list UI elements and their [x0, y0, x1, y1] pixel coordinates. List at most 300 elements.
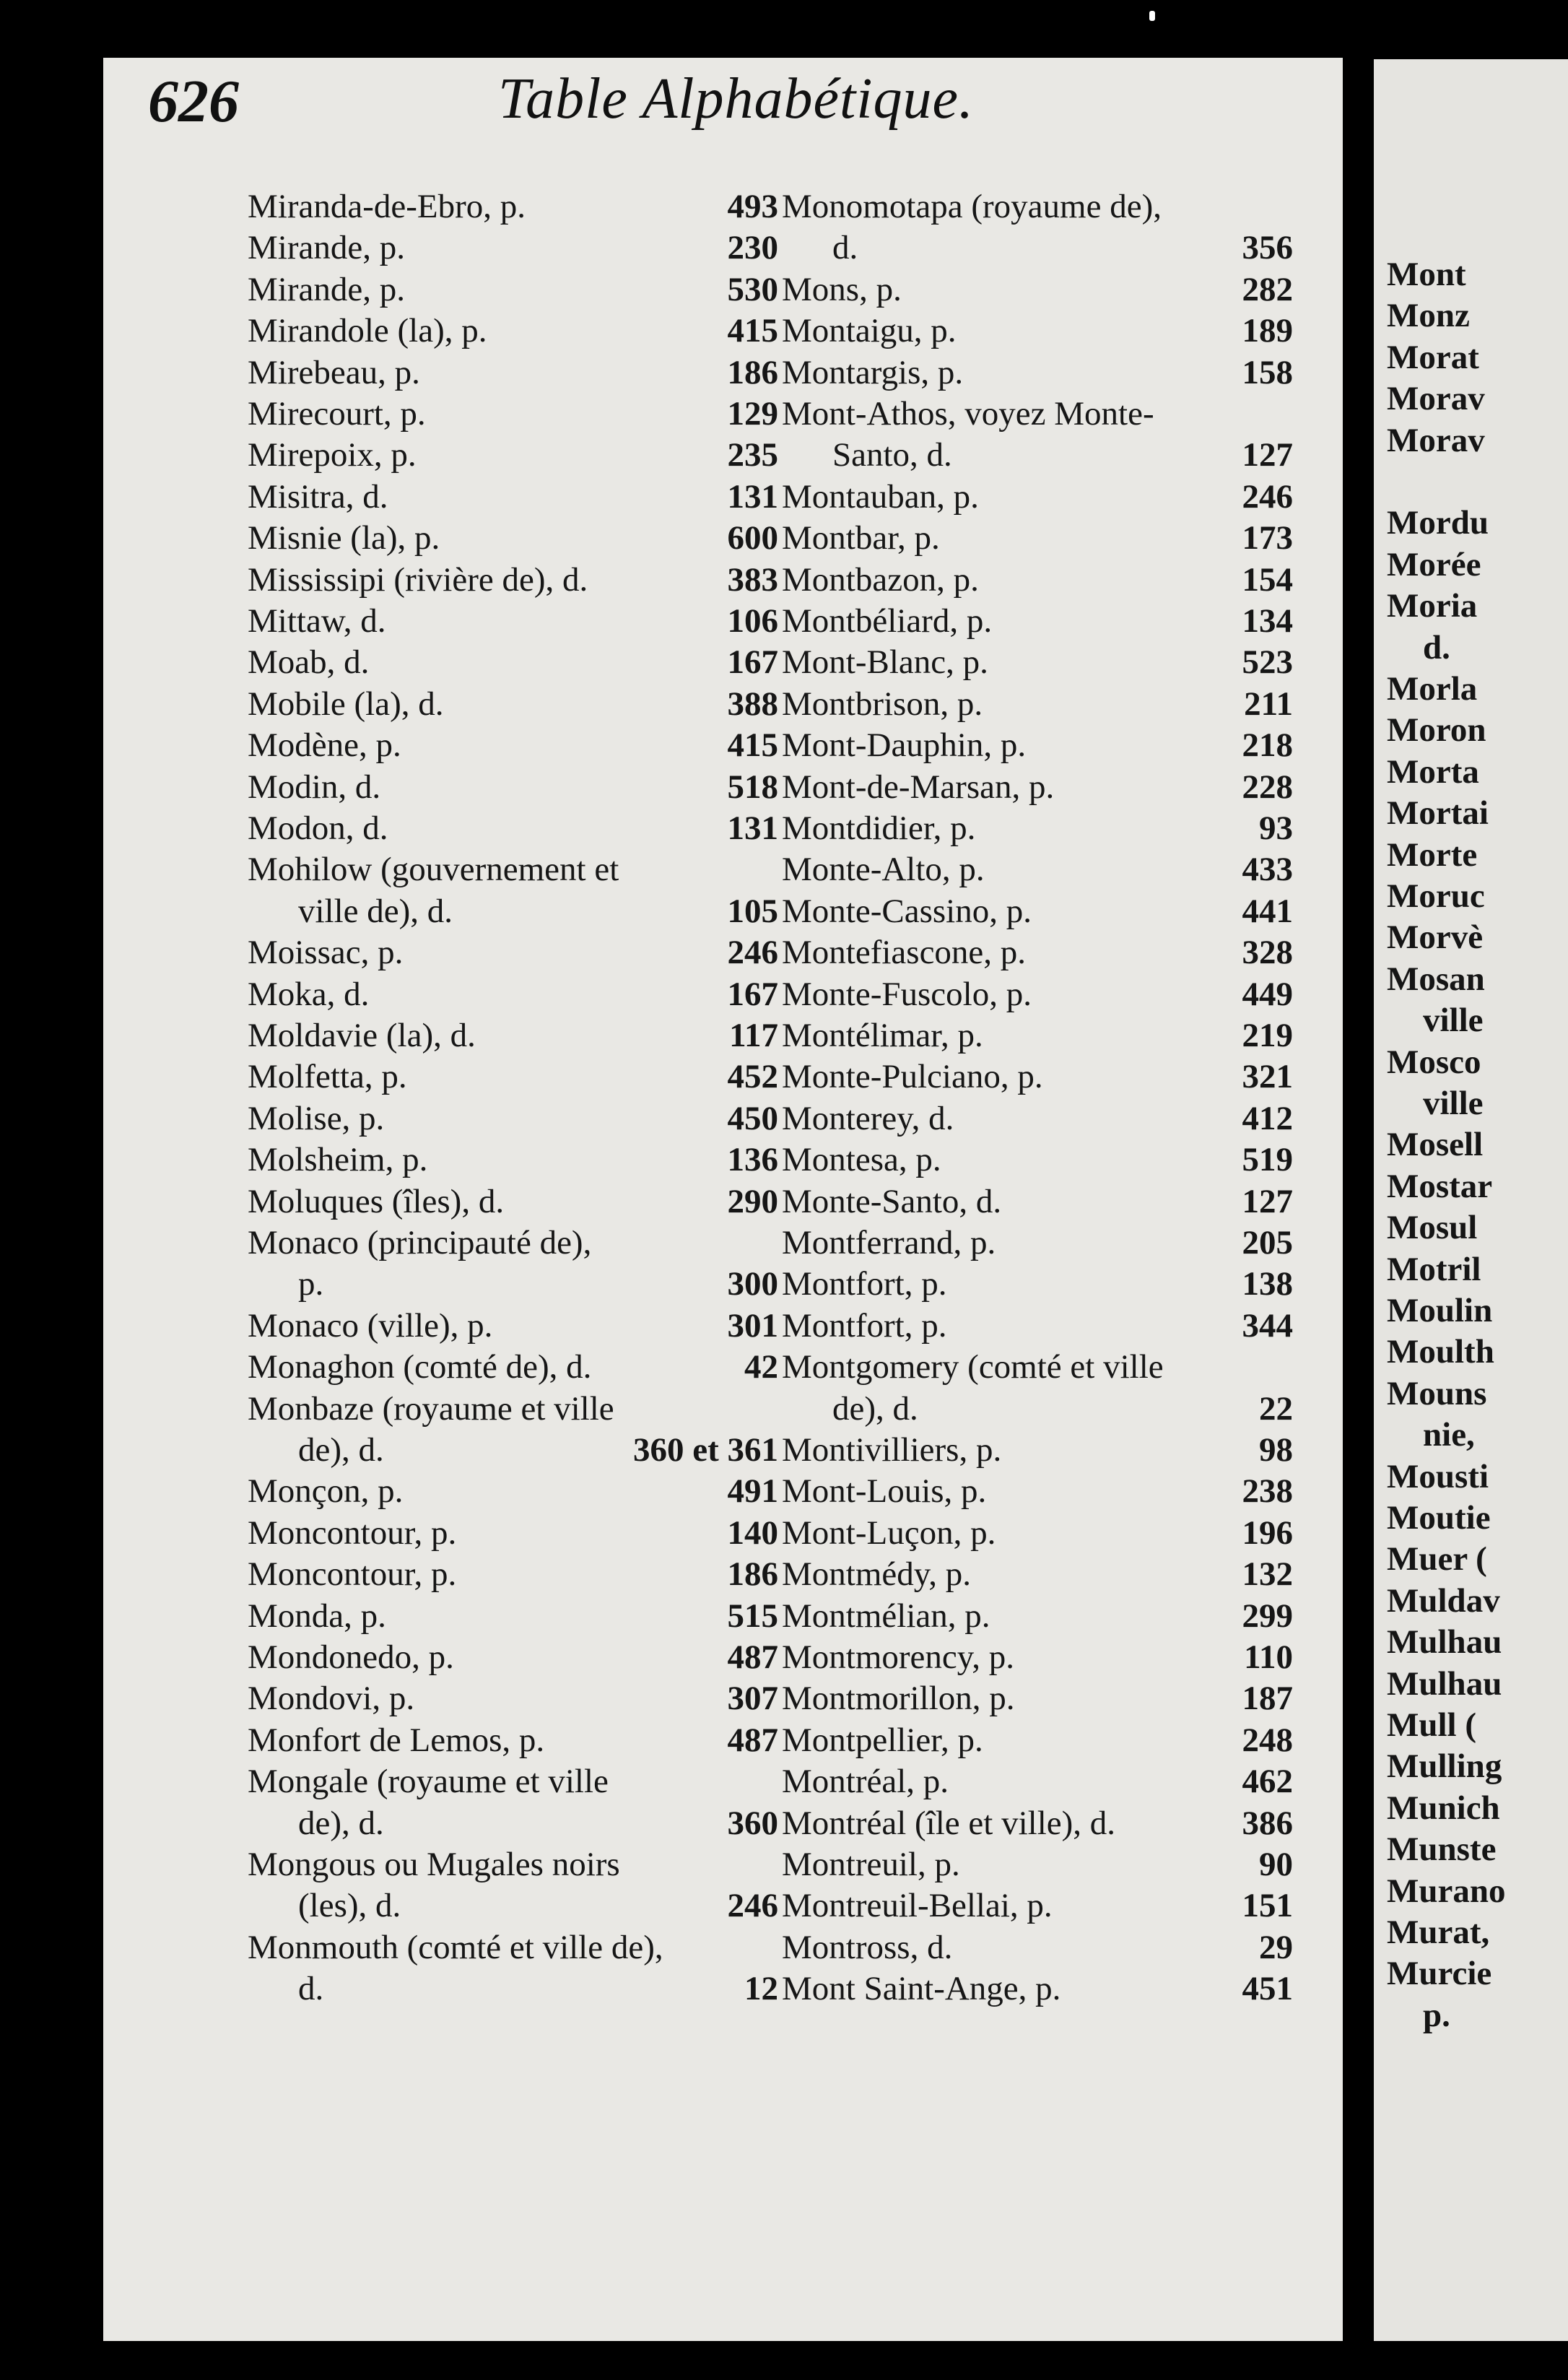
- index-entry: [248, 1347, 778, 1388]
- page-gutter: [1343, 58, 1374, 2341]
- next-page-entry: Mulling: [1387, 1747, 1502, 1786]
- index-entry: [782, 974, 1293, 1015]
- entry-page-number: 530: [727, 270, 778, 308]
- entry-name: Montivilliers, p.: [782, 1431, 1002, 1469]
- next-page-entry: Morat: [1387, 338, 1479, 376]
- entry-name: Monte-Pulciano, p.: [782, 1058, 1043, 1096]
- entry-name: Montfort, p.: [782, 1306, 947, 1345]
- index-entry: [248, 394, 778, 435]
- entry-name: Mohilow (gouvernement et: [248, 851, 619, 889]
- entry-page-number: 344: [1242, 1306, 1293, 1345]
- index-entry: [782, 808, 1293, 849]
- next-page-edge: [1374, 59, 1568, 2341]
- entry-name: Moldavie (la), d.: [248, 1017, 476, 1054]
- next-page-entry: Munich: [1387, 1789, 1500, 1827]
- index-entry: [782, 1347, 1293, 1388]
- entry-name: Modène, p.: [248, 726, 401, 765]
- index-entry: [782, 1554, 1293, 1595]
- entry-page-number: 415: [727, 726, 778, 765]
- entry-name: Monte-Cassino, p.: [782, 892, 1032, 930]
- entry-name: Montfort, p.: [782, 1265, 947, 1303]
- index-entry: [248, 227, 778, 269]
- entry-name: Mittaw, d.: [248, 602, 386, 640]
- index-entry: [248, 1720, 778, 1761]
- index-entry: [782, 435, 1293, 476]
- entry-name: Molise, p.: [248, 1099, 385, 1137]
- index-entry: [782, 725, 1293, 766]
- entry-name: Montpellier, p.: [782, 1721, 983, 1759]
- entry-name: d.: [298, 1970, 324, 2008]
- entry-page-number: 433: [1242, 851, 1293, 889]
- next-page-entry: Motril: [1387, 1250, 1481, 1288]
- entry-name: Modin, d.: [248, 768, 381, 806]
- entry-name: Mont-Athos, voyez Monte-: [782, 395, 1154, 433]
- index-entry: [248, 1015, 778, 1056]
- index-entry: [782, 1056, 1293, 1098]
- entry-name: Monaco (ville), p.: [248, 1306, 493, 1345]
- entry-name: Monte-Fuscolo, p.: [782, 975, 1032, 1013]
- index-entry: [782, 310, 1293, 352]
- entry-name: Montargis, p.: [782, 353, 964, 391]
- index-entry: [248, 186, 778, 227]
- index-entry: [782, 1803, 1293, 1844]
- index-entry: [782, 352, 1293, 394]
- index-entry: [782, 477, 1293, 518]
- entry-name: Monte-Alto, p.: [782, 851, 985, 889]
- entry-page-number: 491: [727, 1472, 778, 1511]
- next-page-entry: Mulhau: [1387, 1664, 1502, 1703]
- next-page-entry: Monz: [1387, 297, 1470, 335]
- index-entry: [782, 932, 1293, 973]
- entry-page-number: 110: [1244, 1638, 1293, 1676]
- entry-page-number: 328: [1242, 934, 1293, 972]
- index-entry: [248, 684, 778, 725]
- entry-name: Montmédy, p.: [782, 1555, 971, 1594]
- entry-name: Montbar, p.: [782, 519, 940, 557]
- index-entry: [782, 1885, 1293, 1927]
- next-page-entry: Moria: [1387, 587, 1478, 625]
- index-entry: [782, 1430, 1293, 1471]
- index-entry: [248, 808, 778, 849]
- index-entry: [782, 849, 1293, 890]
- entry-name: Montferrand, p.: [782, 1224, 996, 1261]
- entry-page-number: 158: [1242, 353, 1293, 391]
- index-entry: [248, 1761, 778, 1802]
- next-page-entry: Mont: [1387, 256, 1466, 293]
- entry-name: Monomotapa (royaume de),: [782, 188, 1162, 225]
- index-entry: [248, 435, 778, 476]
- next-page-entry: Morla: [1387, 670, 1478, 708]
- entry-name: Montbrison, p.: [782, 685, 983, 723]
- entry-page-number: 282: [1242, 270, 1293, 308]
- scan-speck: [1149, 11, 1155, 21]
- next-page-entry: Moutie: [1387, 1499, 1491, 1537]
- index-entry: [248, 477, 778, 518]
- index-entry: [782, 1181, 1293, 1222]
- index-entry: [782, 1678, 1293, 1719]
- entry-page-number: 127: [1242, 1182, 1293, 1220]
- entry-page-number: 600: [727, 519, 778, 557]
- entry-page-number: 290: [727, 1182, 778, 1220]
- entry-page-number: 42: [744, 1348, 778, 1386]
- next-page-entry: Mortai: [1387, 794, 1489, 833]
- next-page-entry: ville: [1423, 1002, 1484, 1040]
- index-entry: [248, 1927, 778, 1968]
- index-entry: [782, 186, 1293, 227]
- index-entry: [782, 1015, 1293, 1056]
- index-entry: [782, 1264, 1293, 1305]
- entry-page-number: 189: [1242, 312, 1293, 350]
- index-entry: [782, 767, 1293, 808]
- index-entry: [248, 518, 778, 559]
- next-page-entry: Morvè: [1387, 918, 1484, 957]
- index-entry: [782, 1720, 1293, 1761]
- index-entry: [782, 1968, 1293, 2010]
- entry-page-number: 29: [1259, 1928, 1293, 1966]
- entry-name: Mont-Dauphin, p.: [782, 726, 1027, 765]
- entry-name: Mirecourt, p.: [248, 395, 426, 433]
- index-entry: [248, 601, 778, 642]
- entry-page-number: 140: [727, 1513, 778, 1552]
- next-page-entry: Mosco: [1387, 1043, 1481, 1081]
- entry-page-number: 134: [1242, 602, 1293, 640]
- index-entry: [248, 932, 778, 973]
- entry-page-number: 219: [1242, 1017, 1293, 1054]
- entry-page-number: 412: [1242, 1099, 1293, 1137]
- next-page-entry: Morav: [1387, 380, 1485, 418]
- entry-name: Monterey, d.: [782, 1099, 954, 1137]
- entry-name: p.: [298, 1265, 324, 1303]
- index-entry: [782, 1761, 1293, 1802]
- entry-name: Mirande, p.: [248, 270, 405, 308]
- entry-page-number: 307: [727, 1680, 778, 1718]
- entry-name: Monfort de Lemos, p.: [248, 1721, 545, 1759]
- entry-page-number: 321: [1242, 1058, 1293, 1096]
- next-page-entry: Mousti: [1387, 1457, 1489, 1495]
- index-entry: [782, 1513, 1293, 1554]
- entry-name: Monaghon (comté de), d.: [248, 1348, 592, 1386]
- index-entry: [782, 684, 1293, 725]
- next-page-entry: nie,: [1423, 1416, 1475, 1454]
- index-entry: [248, 1844, 778, 1885]
- entry-name: Modon, d.: [248, 809, 388, 847]
- entry-page-number: 218: [1242, 726, 1293, 765]
- index-entry: [782, 601, 1293, 642]
- entry-name: Monçon, p.: [248, 1472, 404, 1511]
- next-page-entry: Moulin: [1387, 1292, 1493, 1329]
- index-entry: [248, 1678, 778, 1719]
- entry-name: Mongale (royaume et ville: [248, 1763, 609, 1801]
- next-page-entry: Mostar: [1387, 1167, 1493, 1205]
- index-entry: [248, 1098, 778, 1139]
- entry-name: Montreuil, p.: [782, 1846, 960, 1883]
- entry-name: Moab, d.: [248, 643, 370, 682]
- index-entry: [248, 1968, 778, 2010]
- next-page-entry: Morta: [1387, 752, 1479, 791]
- entry-name: Mont-Luçon, p.: [782, 1513, 996, 1552]
- entry-page-number: 487: [727, 1721, 778, 1759]
- entry-name: Mons, p.: [782, 270, 902, 308]
- next-page-entry: Mosul: [1387, 1209, 1478, 1247]
- entry-page-number: 138: [1242, 1265, 1293, 1303]
- index-entry: [248, 1803, 778, 1844]
- entry-name: Montefiascone, p.: [782, 934, 1027, 972]
- next-page-entry: Mulhau: [1387, 1623, 1502, 1662]
- entry-name: Monda, p.: [248, 1597, 386, 1635]
- entry-page-number: 356: [1242, 229, 1293, 267]
- index-entry: [248, 1513, 778, 1554]
- entry-name: Mobile (la), d.: [248, 685, 444, 723]
- entry-name: Moncontour, p.: [248, 1555, 457, 1594]
- index-entry: [248, 767, 778, 808]
- entry-page-number: 300: [727, 1265, 778, 1303]
- entry-page-number: 132: [1242, 1555, 1293, 1594]
- entry-page-number: 117: [729, 1017, 778, 1054]
- next-page-entry: Moron: [1387, 711, 1486, 750]
- entry-name: (les), d.: [298, 1887, 401, 1925]
- entry-page-number: 299: [1242, 1597, 1293, 1635]
- entry-name: Misnie (la), p.: [248, 519, 440, 557]
- index-entry: [782, 1596, 1293, 1637]
- entry-name: Miranda-de-Ebro, p.: [248, 188, 526, 225]
- index-entry: [782, 891, 1293, 932]
- entry-page-number: 360: [727, 1804, 778, 1842]
- entry-page-number: 487: [727, 1638, 778, 1676]
- index-entry: [782, 642, 1293, 683]
- entry-page-number: 211: [1244, 685, 1293, 723]
- entry-page-number: 360 et 361: [632, 1431, 778, 1469]
- entry-name: Mondonedo, p.: [248, 1638, 454, 1676]
- entry-page-number: 462: [1242, 1763, 1293, 1801]
- entry-page-number: 383: [727, 560, 778, 599]
- entry-name: Monmouth (comté et ville de),: [248, 1928, 663, 1966]
- entry-name: Montbazon, p.: [782, 560, 979, 599]
- index-entry: [248, 560, 778, 601]
- entry-name: Mont-Blanc, p.: [782, 643, 988, 682]
- entry-name: Montmorillon, p.: [782, 1680, 1015, 1718]
- entry-name: Mongous ou Mugales noirs: [248, 1846, 620, 1883]
- entry-name: de), d.: [298, 1431, 384, 1469]
- index-entry: [782, 1389, 1293, 1430]
- entry-name: Mirande, p.: [248, 229, 405, 267]
- index-entry: [782, 269, 1293, 310]
- entry-page-number: 90: [1259, 1846, 1293, 1883]
- index-entry: [248, 974, 778, 1015]
- entry-name: d.: [832, 229, 858, 267]
- entry-page-number: 187: [1242, 1680, 1293, 1718]
- entry-name: Montélimar, p.: [782, 1017, 983, 1054]
- entry-name: Montmélian, p.: [782, 1597, 990, 1635]
- index-entry: [782, 1139, 1293, 1181]
- entry-name: ville de), d.: [298, 892, 453, 930]
- index-entry: [248, 1430, 778, 1471]
- entry-name: Mont-Louis, p.: [782, 1472, 987, 1511]
- entry-name: Montaigu, p.: [782, 312, 957, 350]
- entry-page-number: 230: [727, 229, 778, 267]
- index-entry: [248, 642, 778, 683]
- next-page-entry: Mordu: [1387, 504, 1489, 542]
- index-entry: [248, 1389, 778, 1430]
- entry-page-number: 127: [1242, 436, 1293, 474]
- entry-page-number: 451: [1242, 1970, 1293, 2008]
- entry-page-number: 22: [1259, 1389, 1293, 1428]
- entry-name: Molsheim, p.: [248, 1141, 428, 1179]
- next-page-entry: Mosan: [1387, 960, 1485, 998]
- entry-name: Montbéliard, p.: [782, 602, 993, 640]
- index-entry: [248, 725, 778, 766]
- index-entry: [782, 1844, 1293, 1885]
- entry-page-number: 246: [727, 1887, 778, 1925]
- entry-name: Montdidier, p.: [782, 809, 976, 847]
- next-page-entry: Murcie: [1387, 1955, 1492, 1993]
- entry-page-number: 518: [727, 768, 778, 806]
- entry-page-number: 228: [1242, 768, 1293, 806]
- next-page-entry: Morte: [1387, 835, 1478, 874]
- entry-name: Mont Saint-Ange, p.: [782, 1970, 1061, 2008]
- entry-page-number: 523: [1242, 643, 1293, 682]
- entry-page-number: 519: [1242, 1141, 1293, 1179]
- entry-page-number: 238: [1242, 1472, 1293, 1511]
- page-title: Table Alphabétique.: [498, 67, 974, 131]
- entry-page-number: 154: [1242, 560, 1293, 599]
- entry-name: Montauban, p.: [782, 477, 979, 516]
- index-entry: [782, 1098, 1293, 1139]
- next-page-entry: Murat,: [1387, 1914, 1490, 1951]
- next-page-entry: d.: [1423, 628, 1450, 666]
- index-entry: [782, 1222, 1293, 1264]
- entry-name: Montreuil-Bellai, p.: [782, 1887, 1053, 1925]
- index-entry: [248, 1056, 778, 1098]
- index-entry: [782, 1306, 1293, 1347]
- entry-name: Montréal (île et ville), d.: [782, 1804, 1116, 1842]
- index-entry: [248, 1222, 778, 1264]
- entry-page-number: 105: [727, 892, 778, 930]
- index-entry: [782, 1637, 1293, 1678]
- entry-name: Monaco (principauté de),: [248, 1224, 592, 1261]
- index-entry: [248, 849, 778, 890]
- entry-page-number: 129: [727, 395, 778, 433]
- entry-name: Moluques (îles), d.: [248, 1182, 505, 1220]
- next-page-entry: Morée: [1387, 545, 1481, 583]
- entry-page-number: 248: [1242, 1721, 1293, 1759]
- entry-name: Mirebeau, p.: [248, 353, 420, 391]
- entry-page-number: 388: [727, 685, 778, 723]
- next-page-entry: Murano: [1387, 1872, 1506, 1910]
- entry-page-number: 93: [1259, 809, 1293, 847]
- entry-name: Moncontour, p.: [248, 1513, 457, 1552]
- index-entry: [248, 891, 778, 932]
- entry-page-number: 167: [727, 975, 778, 1013]
- index-entry: [248, 310, 778, 352]
- entry-page-number: 186: [727, 353, 778, 391]
- index-entry: [782, 1471, 1293, 1512]
- entry-page-number: 515: [727, 1597, 778, 1635]
- entry-page-number: 186: [727, 1555, 778, 1594]
- entry-name: Montmorency, p.: [782, 1638, 1014, 1676]
- index-entry: [248, 1637, 778, 1678]
- entry-page-number: 441: [1242, 892, 1293, 930]
- entry-page-number: 205: [1242, 1224, 1293, 1261]
- index-entry: [248, 1471, 778, 1512]
- entry-page-number: 151: [1242, 1887, 1293, 1925]
- entry-page-number: 131: [727, 477, 778, 516]
- entry-page-number: 246: [1242, 477, 1293, 516]
- entry-name: Moka, d.: [248, 975, 370, 1013]
- next-page-entry: Muer (: [1387, 1540, 1487, 1578]
- next-page-entry: Moruc: [1387, 877, 1485, 915]
- entry-page-number: 450: [727, 1099, 778, 1137]
- next-page-entry: Mull (: [1387, 1706, 1477, 1744]
- entry-name: Santo, d.: [832, 436, 952, 474]
- next-page-entry: Muldav: [1387, 1581, 1500, 1620]
- entry-name: Montross, d.: [782, 1928, 953, 1966]
- entry-page-number: 493: [727, 188, 778, 225]
- entry-name: Mirepoix, p.: [248, 436, 417, 474]
- index-entry: [782, 560, 1293, 601]
- index-entry: [248, 1139, 778, 1181]
- entry-name: Monbaze (royaume et ville: [248, 1389, 614, 1428]
- entry-page-number: 449: [1242, 975, 1293, 1013]
- entry-name: Mississipi (rivière de), d.: [248, 560, 588, 599]
- index-entry: [782, 518, 1293, 559]
- next-page-entry: Munste: [1387, 1830, 1497, 1869]
- entry-name: Mirandole (la), p.: [248, 312, 487, 350]
- entry-name: Molfetta, p.: [248, 1058, 407, 1096]
- entry-page-number: 386: [1242, 1804, 1293, 1842]
- index-entry: [248, 1181, 778, 1222]
- next-page-entry: Mosell: [1387, 1126, 1484, 1164]
- index-entry: [248, 1264, 778, 1305]
- entry-name: Misitra, d.: [248, 477, 388, 516]
- entry-page-number: 452: [727, 1058, 778, 1096]
- next-page-entry: ville: [1423, 1085, 1484, 1122]
- index-entry: [248, 1885, 778, 1927]
- entry-name: Montréal, p.: [782, 1763, 949, 1801]
- next-page-entry: Mouns: [1387, 1374, 1487, 1412]
- entry-page-number: 131: [727, 809, 778, 847]
- entry-page-number: 106: [727, 602, 778, 640]
- entry-page-number: 98: [1259, 1431, 1293, 1469]
- entry-page-number: 167: [727, 643, 778, 682]
- entry-page-number: 136: [727, 1141, 778, 1179]
- index-entry: [248, 1596, 778, 1637]
- entry-page-number: 12: [744, 1970, 778, 2008]
- index-entry: [248, 269, 778, 310]
- entry-name: Moissac, p.: [248, 934, 404, 972]
- index-entry: [782, 1927, 1293, 1968]
- entry-page-number: 246: [727, 934, 778, 972]
- entry-name: Monte-Santo, d.: [782, 1182, 1002, 1220]
- next-page-entry: Morav: [1387, 421, 1485, 459]
- entry-page-number: 415: [727, 312, 778, 350]
- entry-name: Mondovi, p.: [248, 1680, 415, 1718]
- page-number: 626: [148, 68, 239, 135]
- entry-name: Montgomery (comté et ville: [782, 1348, 1164, 1386]
- next-page-entry: p.: [1423, 1996, 1450, 2034]
- entry-page-number: 173: [1242, 519, 1293, 557]
- next-page-entry: Moulth: [1387, 1333, 1494, 1371]
- entry-name: Montesa, p.: [782, 1141, 941, 1179]
- index-entry: [248, 1306, 778, 1347]
- index-entry: [248, 352, 778, 394]
- entry-page-number: 235: [727, 436, 778, 474]
- entry-name: de), d.: [298, 1804, 384, 1842]
- entry-name: de), d.: [832, 1389, 918, 1428]
- entry-name: Mont-de-Marsan, p.: [782, 768, 1055, 806]
- entry-page-number: 196: [1242, 1513, 1293, 1552]
- index-entry: [248, 1554, 778, 1595]
- index-entry: [782, 394, 1293, 435]
